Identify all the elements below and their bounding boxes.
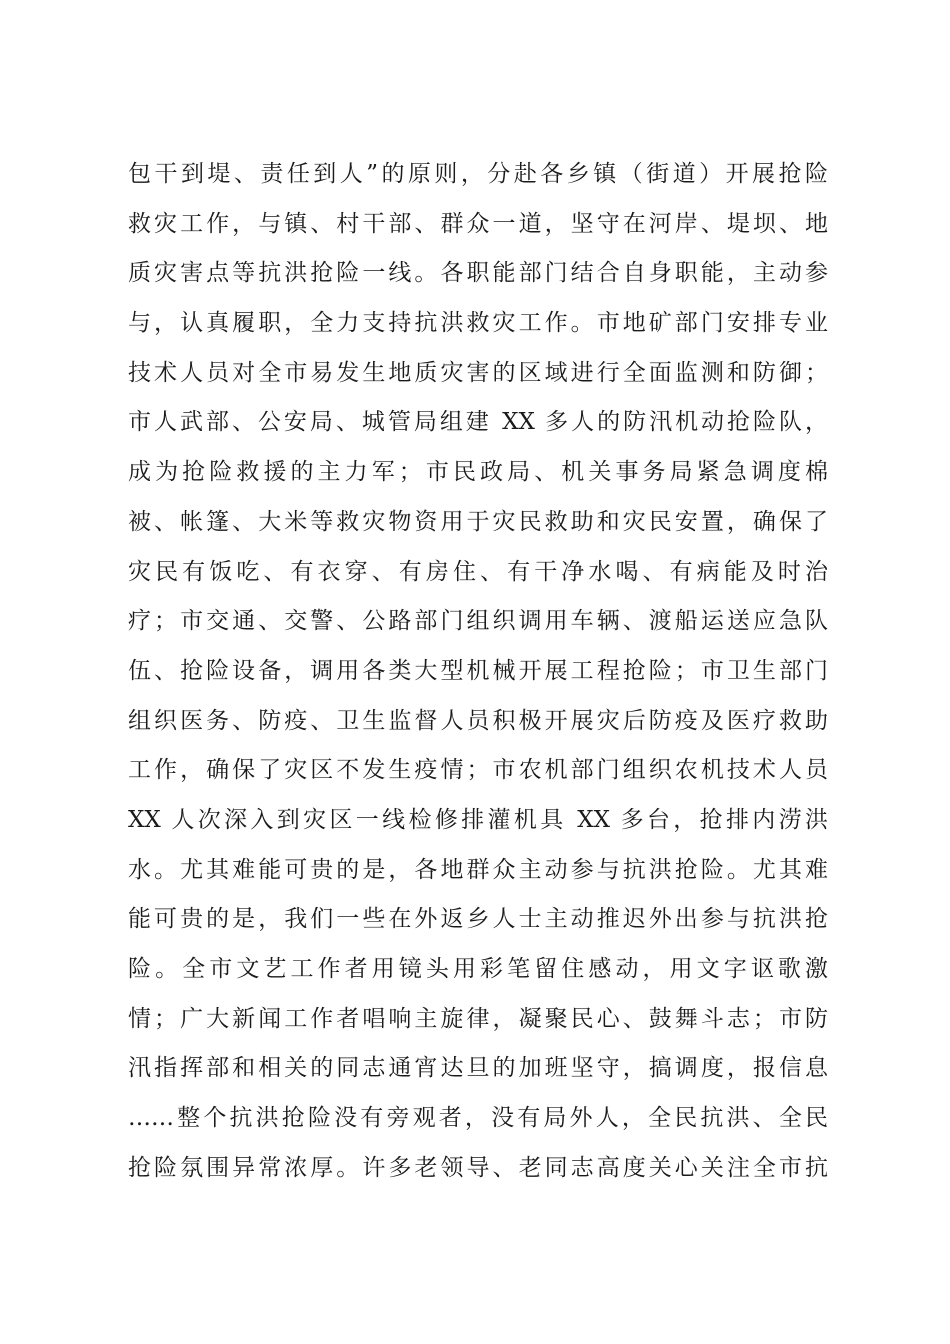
text-line: 能可贵的是，我们一些在外返乡人士主动推迟外出参与抗洪抢 <box>128 906 828 933</box>
text-line: 抢险氛围异常浓厚。许多老领导、老同志高度关心关注全市抗 <box>128 1154 828 1181</box>
text-line: 情；广大新闻工作者唱响主旋律，凝聚民心、鼓舞斗志；市防 <box>128 1005 828 1032</box>
text-line: 与，认真履职，全力支持抗洪救灾工作。市地矿部门安排专业 <box>128 310 828 337</box>
text-line: 组织医务、防疫、卫生监督人员积极开展灾后防疫及医疗救助 <box>128 707 828 734</box>
text-line: 包干到堤、责任到人”的原则，分赴各乡镇（街道）开展抢险 <box>128 161 828 187</box>
text-line: 疗；市交通、交警、公路部门组织调用车辆、渡船运送应急队 <box>128 608 828 635</box>
body-text <box>128 150 828 1193</box>
text-line: 市人武部、公安局、城管局组建 XX 多人的防汛机动抢险队， <box>128 409 828 436</box>
text-line: 救灾工作，与镇、村干部、群众一道，坚守在河岸、堤坝、地 <box>128 210 828 237</box>
text-line: 质灾害点等抗洪抢险一线。各职能部门结合自身职能，主动参 <box>128 260 828 287</box>
text-line: XX 人次深入到灾区一线检修排灌机具 XX 多台，抢排内涝洪 <box>128 806 828 833</box>
text-line: 成为抢险救援的主力军；市民政局、机关事务局紧急调度棉 <box>128 459 828 486</box>
text-line: ……整个抗洪抢险没有旁观者，没有局外人，全民抗洪、全民 <box>128 1105 828 1132</box>
text-line: 被、帐篷、大米等救灾物资用于灾民救助和灾民安置，确保了 <box>128 508 828 535</box>
text-line: 水。尤其难能可贵的是，各地群众主动参与抗洪抢险。尤其难 <box>128 856 828 883</box>
text-line: 伍、抢险设备，调用各类大型机械开展工程抢险；市卫生部门 <box>128 657 828 684</box>
text-line: 工作，确保了灾区不发生疫情；市农机部门组织农机技术人员 <box>128 757 828 784</box>
text-line: 险。全市文艺工作者用镜头用彩笔留住感动，用文字讴歌激 <box>128 956 828 982</box>
text-line: 汛指挥部和相关的同志通宵达旦的加班坚守，搞调度，报信息 <box>128 1055 828 1082</box>
text-line: 技术人员对全市易发生地质灾害的区域进行全面监测和防御； <box>128 359 828 386</box>
text-line: 灾民有饭吃、有衣穿、有房住、有干净水喝、有病能及时治 <box>128 558 828 585</box>
